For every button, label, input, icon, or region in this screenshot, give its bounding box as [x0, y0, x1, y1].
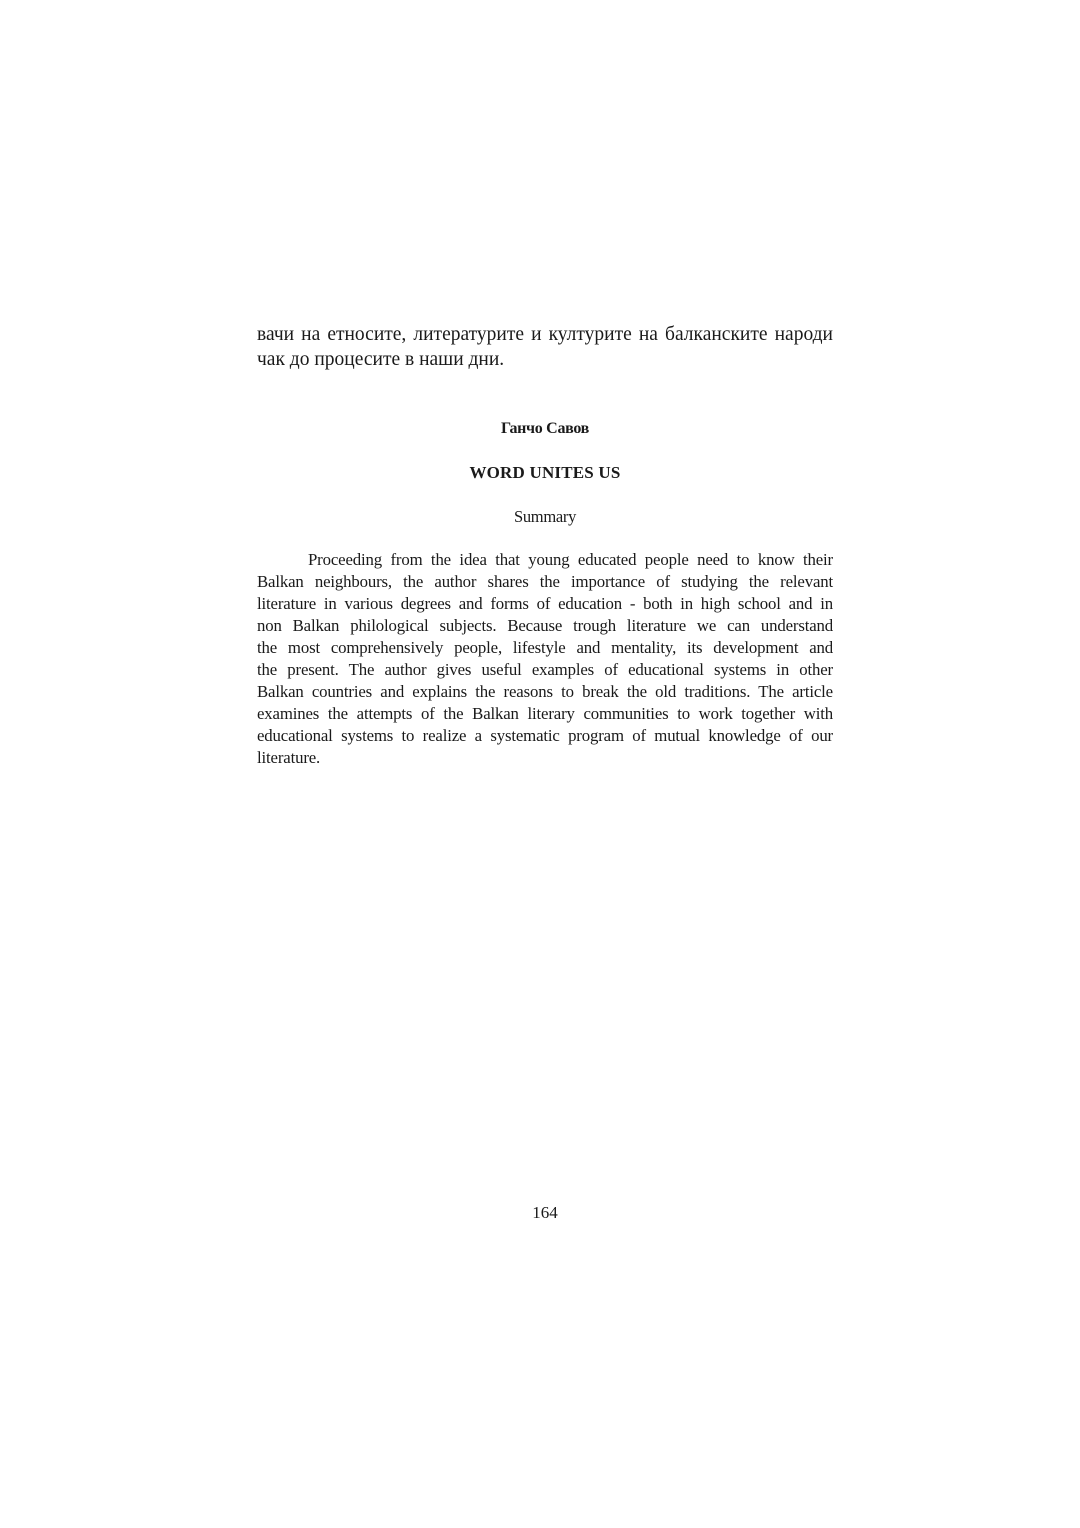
abstract-line: the most comprehensively people, lifestyle and mentality, its development and — [257, 638, 833, 657]
page-number: 164 — [532, 1203, 558, 1222]
abstract-line: Proceeding from the idea that young educated people need to know their — [308, 550, 833, 569]
article-title: WORD UNITES US — [469, 463, 621, 482]
abstract-line: literature. — [257, 748, 321, 767]
abstract-line: the present. The author gives useful examples of educational systems in other — [257, 660, 833, 679]
abstract-line: educational systems to realize a systematic program of mutual knowledge of our — [257, 726, 833, 745]
abstract-line: examines the attempts of the Balkan literary communities to work together with — [257, 704, 833, 723]
abstract-line: literature in various degrees and forms of education - both in high school and in — [257, 594, 833, 613]
abstract-line: Balkan neighbours, the author shares the importance of studying the relevant — [257, 572, 833, 591]
abstract-line: non Balkan philological subjects. Because trough literature we can understand — [257, 616, 833, 635]
author-name: Ганчо Савов — [500, 420, 590, 437]
abstract-line: Balkan countries and explains the reasons to break the old traditions. The article — [257, 682, 833, 701]
summary-heading: Summary — [513, 507, 577, 526]
continuation-line: чак до процесите в наши дни. — [257, 349, 505, 370]
continuation-line: вачи на етносите, литературите и културите на балканските народи — [257, 324, 833, 345]
